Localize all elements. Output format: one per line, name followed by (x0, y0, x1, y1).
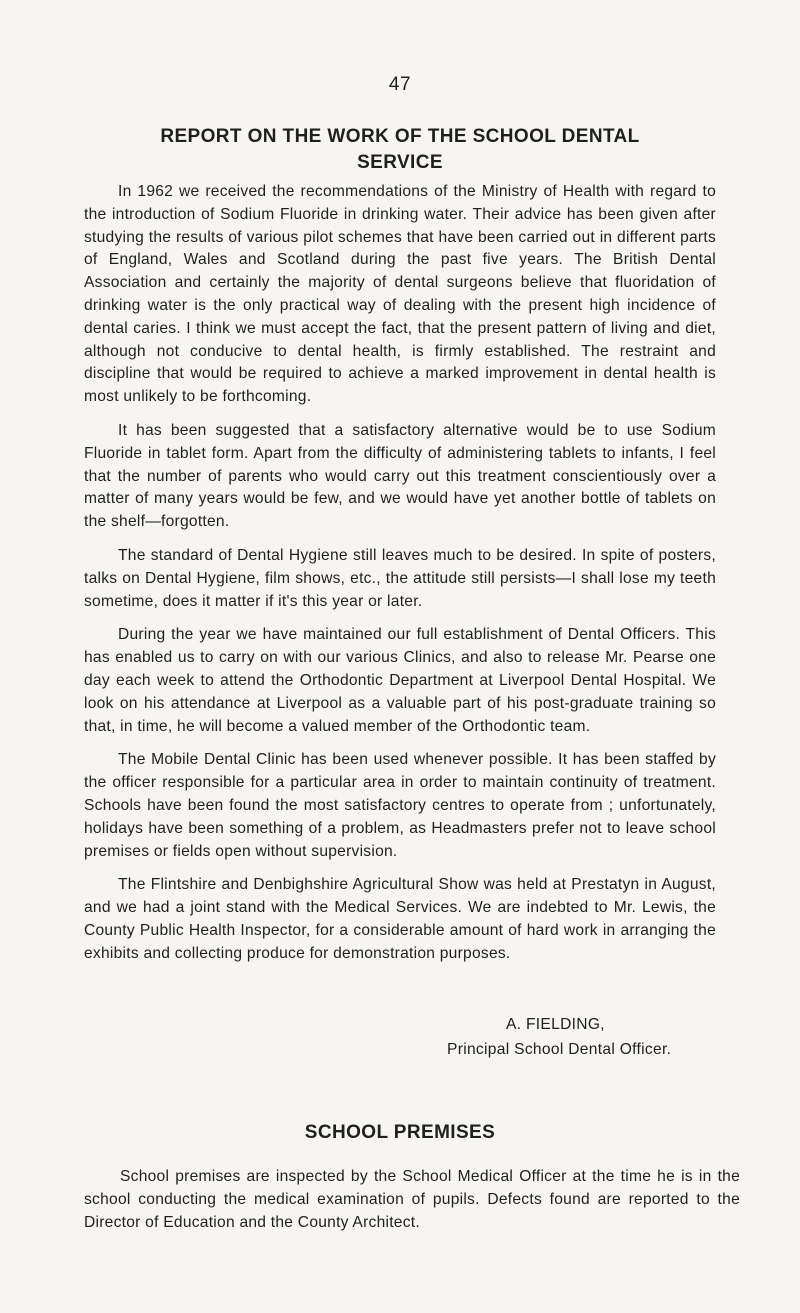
report-paragraph-hygiene: The standard of Dental Hygiene still leaves much to be desired. In spite of posters, talks on Dental Hygiene, film shows, etc., the attitude still persists—I shall lose my teeth sometime, does it matter if it's this year or later. (84, 546, 716, 610)
signature-title: Principal School Dental Officer. (447, 1041, 672, 1058)
premises-body (84, 1166, 740, 1245)
report-paragraph-agricultural-show: The Flintshire and Denbighshire Agricultural Show was held at Prestatyn in August, and we had a joint stand with the Medical Services. We are indebted to Mr. Lewis, the County Public Health Inspector, for a considerable amount of hard work in arranging the exhibits and collecting produce for demonstration purposes. (84, 876, 716, 962)
report-heading-line-2: SERVICE (357, 152, 443, 173)
page-number: 47 (388, 74, 412, 95)
report-heading (60, 124, 740, 176)
report-paragraph-fluoridation: In 1962 we received the recommendations of the Ministry of Health with regard to the introduction of Sodium Fluoride in drinking water. Their advice has been given after studying the results of various pilot schemes that have been carried out in different parts of England, Wales and Scotland during the past five years. The British Dental Association and certainly the majority of dental surgeons believe that fluoridation of drinking water is the only practical way of dealing with the present high incidence of dental caries. I think we must accept the fact, that the present pattern of living and diet, although not conducive to dental health, is firmly established. The restraint and discipline that would be required to achieve a marked improvement in dental health is most unlikely to be forthcoming. (84, 183, 716, 406)
report-paragraph-mobile-clinic: The Mobile Dental Clinic has been used whenever possible. It has been staffed by the officer responsible for a particular area in order to maintain continuity of treatment. Schools have been found the most satisfactory centres to operate from ; unfortunately, holidays have been something of a problem, as Headmasters prefer not to leave school premises or fields open without supervision. (84, 751, 716, 860)
report-paragraph-tablets: It has been suggested that a satisfactory alternative would be to use Sodium Fluoride in tablet form. Apart from the difficulty of administering tablets to infants, I feel that the number of parents who would carry out this treatment conscientiously over a matter of many years would be few, and we would have yet another bottle of tablets on the shelf—forgotten. (84, 421, 716, 531)
premises-heading: SCHOOL PREMISES (304, 1122, 496, 1143)
signature-name: A. FIELDING, (506, 1016, 605, 1033)
report-paragraph-officers: During the year we have maintained our full establishment of Dental Officers. This has enabled us to carry on with our various Clinics, and also to release Mr. Pearse one day each week to attend the Orthodontic Department at Liverpool Dental Hospital. We look on his attendance at Liverpool as a valuable part of his post-graduate training so that, in time, he will become a valued member of the Orthodontic team. (84, 626, 716, 735)
premises-paragraph: School premises are inspected by the School Medical Officer at the time he is in the school conducting the medical examination of pupils. Defects found are reported to the Director of Education and the County Architect. (84, 1168, 740, 1231)
report-body (84, 181, 716, 977)
report-heading-line-1: REPORT ON THE WORK OF THE SCHOOL DENTAL (160, 126, 640, 147)
